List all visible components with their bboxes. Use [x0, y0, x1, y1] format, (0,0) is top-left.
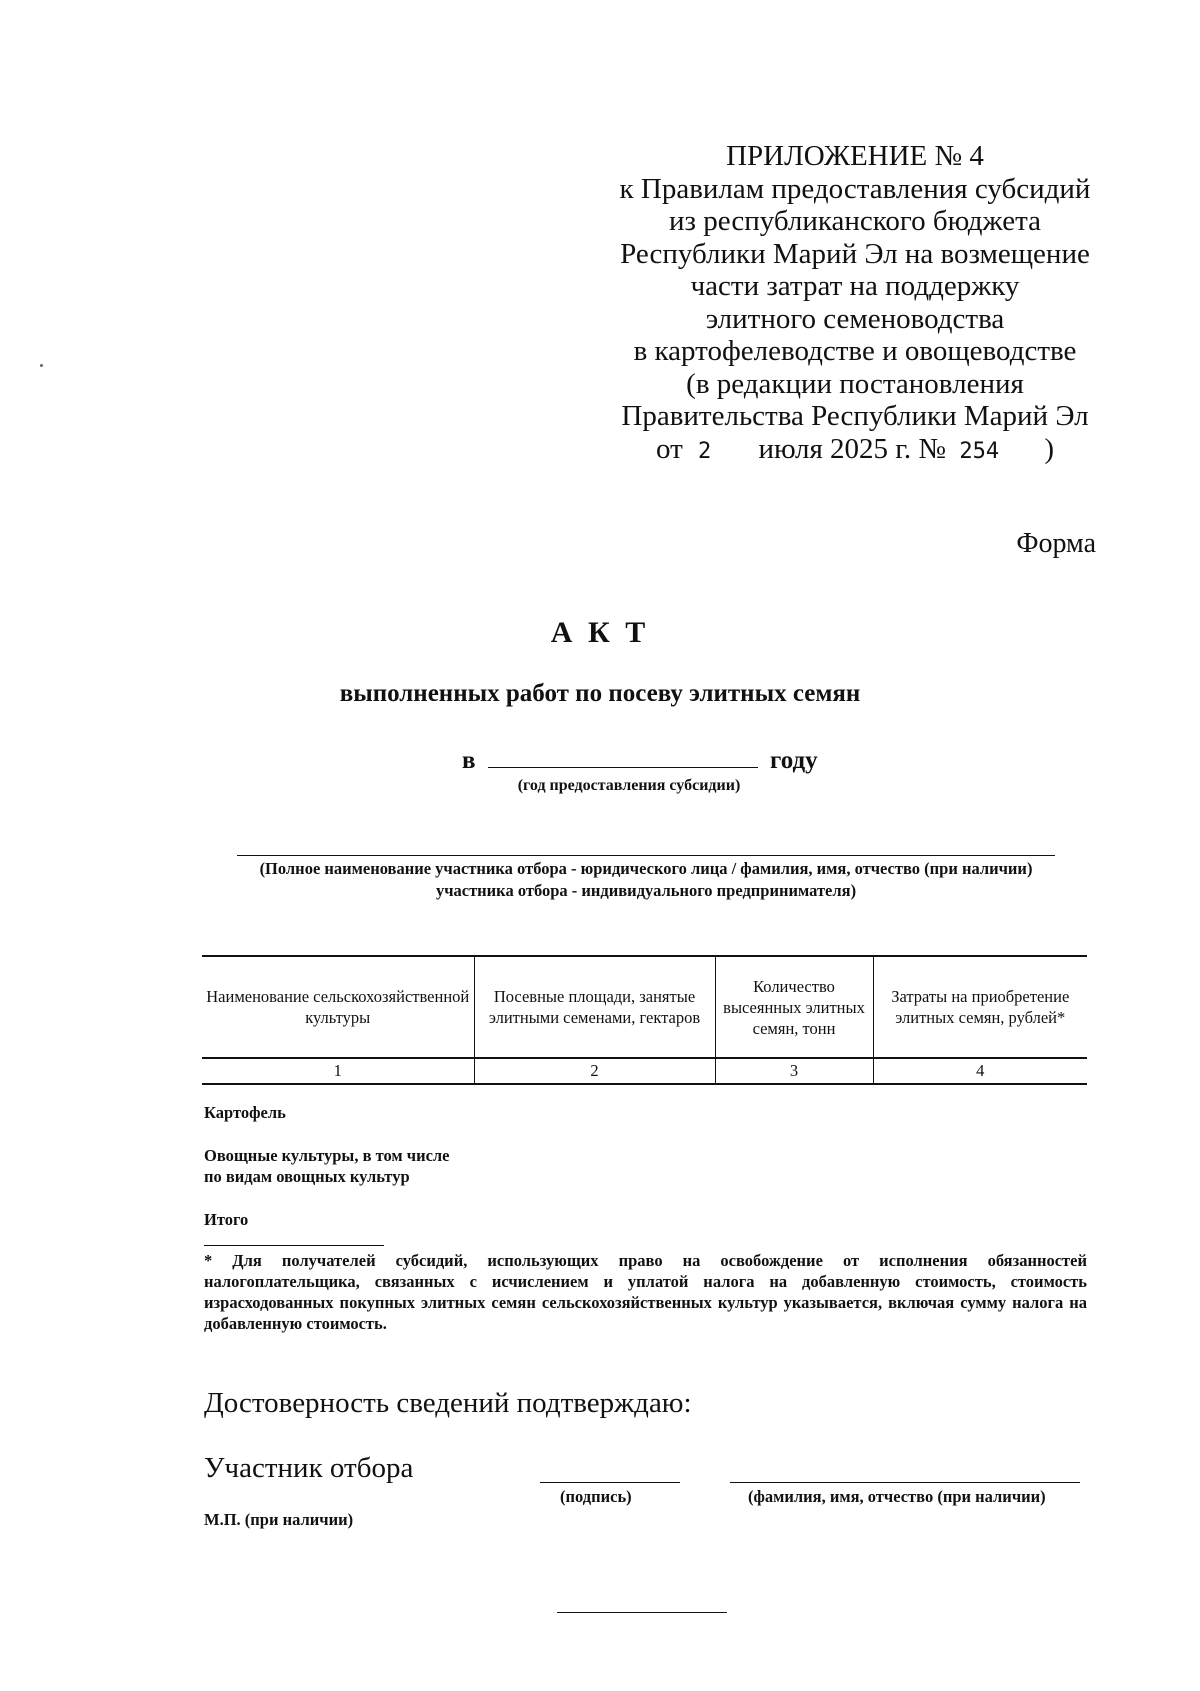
appendix-line: к Правилам предоставления субсидий [619, 172, 1091, 205]
date-month-year: июля 2025 г. № [758, 432, 947, 465]
signature-caption: (подпись) [560, 1487, 632, 1506]
date-prefix: от [655, 432, 683, 465]
scan-speck [40, 364, 43, 367]
stamp-label: М.П. (при наличии) [204, 1510, 354, 1529]
row-label-total: Итого [204, 1210, 249, 1229]
appendix-line: (в редакции постановления [686, 367, 1024, 400]
participant-caption-line: участника отбора - индивидуального предпринимателя) [435, 881, 857, 900]
footnote-rule [204, 1245, 384, 1246]
closing-rule [557, 1612, 727, 1613]
column-number: 4 [873, 1058, 1087, 1084]
full-name-caption: (фамилия, имя, отчество (при наличии) [748, 1487, 1046, 1506]
appendix-line: элитного семеноводства [705, 302, 1005, 335]
document-subtitle: выполненных работ по посеву элитных семян [339, 680, 861, 707]
column-number: 3 [715, 1058, 873, 1084]
row-label-potato: Картофель [204, 1103, 286, 1122]
date-day-handwritten: 2 [698, 438, 712, 464]
participant-label: Участник отбора [204, 1452, 414, 1484]
appendix-line: в картофелеводстве и овощеводстве [633, 335, 1077, 367]
appendix-line: Республики Марий Эл на возмещение [620, 237, 1090, 270]
footnote: * Для получателей субсидий, использующих право на освобождение от исполнения обязанностей налогоплательщика, связанных с исчислением и уплатой налога на добавленную стоимость, стоимость израсходованных покупных элитных семян сельскохозяйственных культур указывается, включая сумму налога на добавленную стоимость. [204, 1251, 1087, 1333]
column-header-crop: Наименование сельскохозяйственной культуры [206, 987, 470, 1027]
appendix-line: части затрат на поддержку [690, 270, 1020, 302]
resolution-date-line [615, 433, 1095, 469]
column-header-quantity: Количество высеянных элитных семян, тонн [715, 956, 873, 1058]
table-header-row [202, 956, 1087, 1058]
appendix-line: Правительства Республики Марий Эл [621, 400, 1089, 432]
year-prefix: в [462, 747, 476, 774]
date-close: ) [1044, 432, 1055, 465]
year-caption: (год предоставления субсидии) [517, 777, 741, 794]
column-number-row [202, 1058, 1087, 1084]
confirmation-statement: Достоверность сведений подтверждаю: [204, 1387, 692, 1419]
signature-field[interactable] [540, 1482, 680, 1483]
appendix-line: ПРИЛОЖЕНИЕ № 4 [726, 140, 984, 172]
participant-caption [237, 858, 1055, 902]
column-number: 1 [202, 1058, 474, 1084]
column-header-costs: Затраты на приобретение элитных семян, рублей* [873, 956, 1087, 1058]
form-label: Форма [1016, 528, 1096, 559]
document-title: А К Т [550, 616, 650, 649]
appendix-header [615, 140, 1095, 468]
participant-caption-line: (Полное наименование участника отбора - юридического лица / фамилия, имя, отчество (при наличии) [259, 859, 1033, 878]
year-field[interactable] [488, 745, 758, 768]
column-number: 2 [474, 1058, 715, 1084]
year-line [462, 745, 818, 775]
participant-name-field[interactable] [237, 855, 1055, 856]
column-header-area: Посевные площади, занятые элитными семенами, гектаров [474, 956, 715, 1058]
appendix-line: из республиканского бюджета [669, 205, 1041, 237]
row-label-vegetables: Овощные культуры, в том числе [204, 1146, 450, 1165]
row-label-vegetables-by-type: по видам овощных культур [204, 1167, 410, 1186]
year-suffix: году [770, 747, 818, 774]
resolution-number-handwritten: 254 [959, 438, 1000, 464]
works-table [202, 955, 1087, 1085]
full-name-field[interactable] [730, 1482, 1080, 1483]
